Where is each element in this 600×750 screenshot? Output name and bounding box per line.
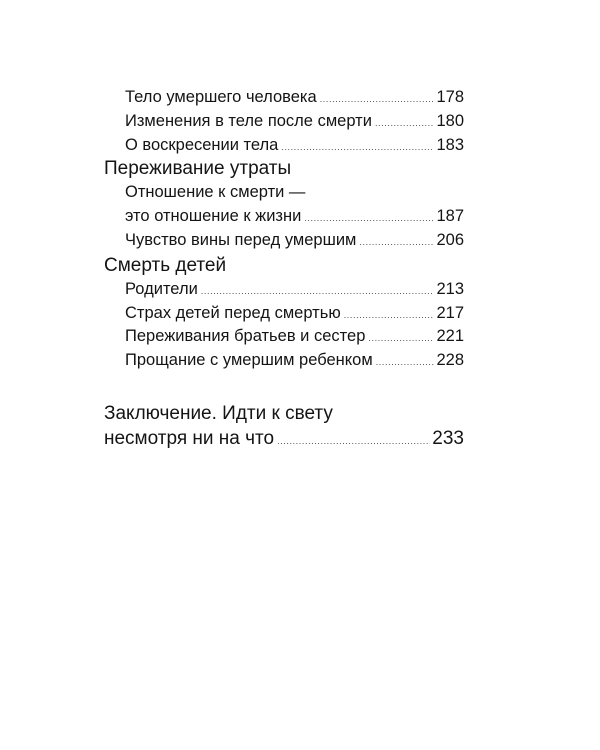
toc-page-number: 178 (436, 88, 464, 106)
toc-page-number: 217 (436, 303, 464, 322)
toc-page-number: 233 (432, 427, 464, 449)
toc-page-number: 213 (436, 279, 464, 298)
toc-entry-title: Прощание с умершим ребенком (125, 351, 373, 370)
toc-entry (104, 134, 464, 158)
toc-section-heading (104, 254, 464, 278)
toc-entry-title: Страх детей перед смертью (125, 303, 341, 322)
toc-page-number: 180 (436, 111, 464, 130)
toc-entry-title: Родители (125, 279, 198, 298)
dot-leader (375, 112, 435, 136)
toc-conclusion (104, 401, 464, 451)
toc-page-number: 221 (436, 327, 464, 346)
dot-leader (277, 429, 430, 454)
toc-section-heading (104, 157, 464, 181)
toc-entry (104, 426, 464, 451)
toc-entry-title: Тело умершего человека (125, 88, 317, 106)
toc-page-number: 183 (436, 135, 464, 154)
dot-leader (376, 351, 435, 375)
table-of-contents (104, 86, 464, 451)
dot-leader (304, 207, 434, 231)
dot-leader (344, 304, 435, 328)
toc-entry-title: Отношение к смерти — (125, 183, 306, 202)
toc-entry (104, 302, 464, 326)
toc-entry-title-continued: это отношение к жизни (125, 207, 302, 226)
dot-leader (320, 88, 435, 112)
toc-entry (104, 205, 464, 229)
toc-entry-title: О воскресении тела (125, 135, 279, 154)
toc-entry (104, 349, 464, 373)
toc-entry (104, 325, 464, 349)
conclusion-title-continued: несмотря ни на что (104, 427, 275, 449)
toc-page-number: 206 (436, 230, 464, 249)
toc-entry (104, 110, 464, 134)
toc-page-number: 187 (436, 207, 464, 226)
section-heading-text: Переживание утраты (104, 158, 292, 180)
toc-entry-title: Переживания братьев и сестер (125, 327, 366, 346)
toc-entry (104, 229, 464, 253)
toc-page-number: 228 (436, 351, 464, 370)
toc-entry-title: Изменения в теле после смерти (125, 111, 372, 130)
toc-entry-first-line (104, 181, 464, 205)
toc-conclusion-first-line (104, 401, 464, 426)
toc-entry-title: Чувство вины перед умершим (125, 230, 357, 249)
toc-entry (104, 86, 464, 110)
dot-leader (281, 136, 434, 160)
dot-leader (359, 231, 434, 255)
section-heading-text: Смерть детей (104, 254, 227, 276)
conclusion-title: Заключение. Идти к свету (104, 402, 333, 424)
dot-leader (201, 280, 435, 304)
toc-entry (104, 278, 464, 302)
dot-leader (368, 327, 434, 351)
